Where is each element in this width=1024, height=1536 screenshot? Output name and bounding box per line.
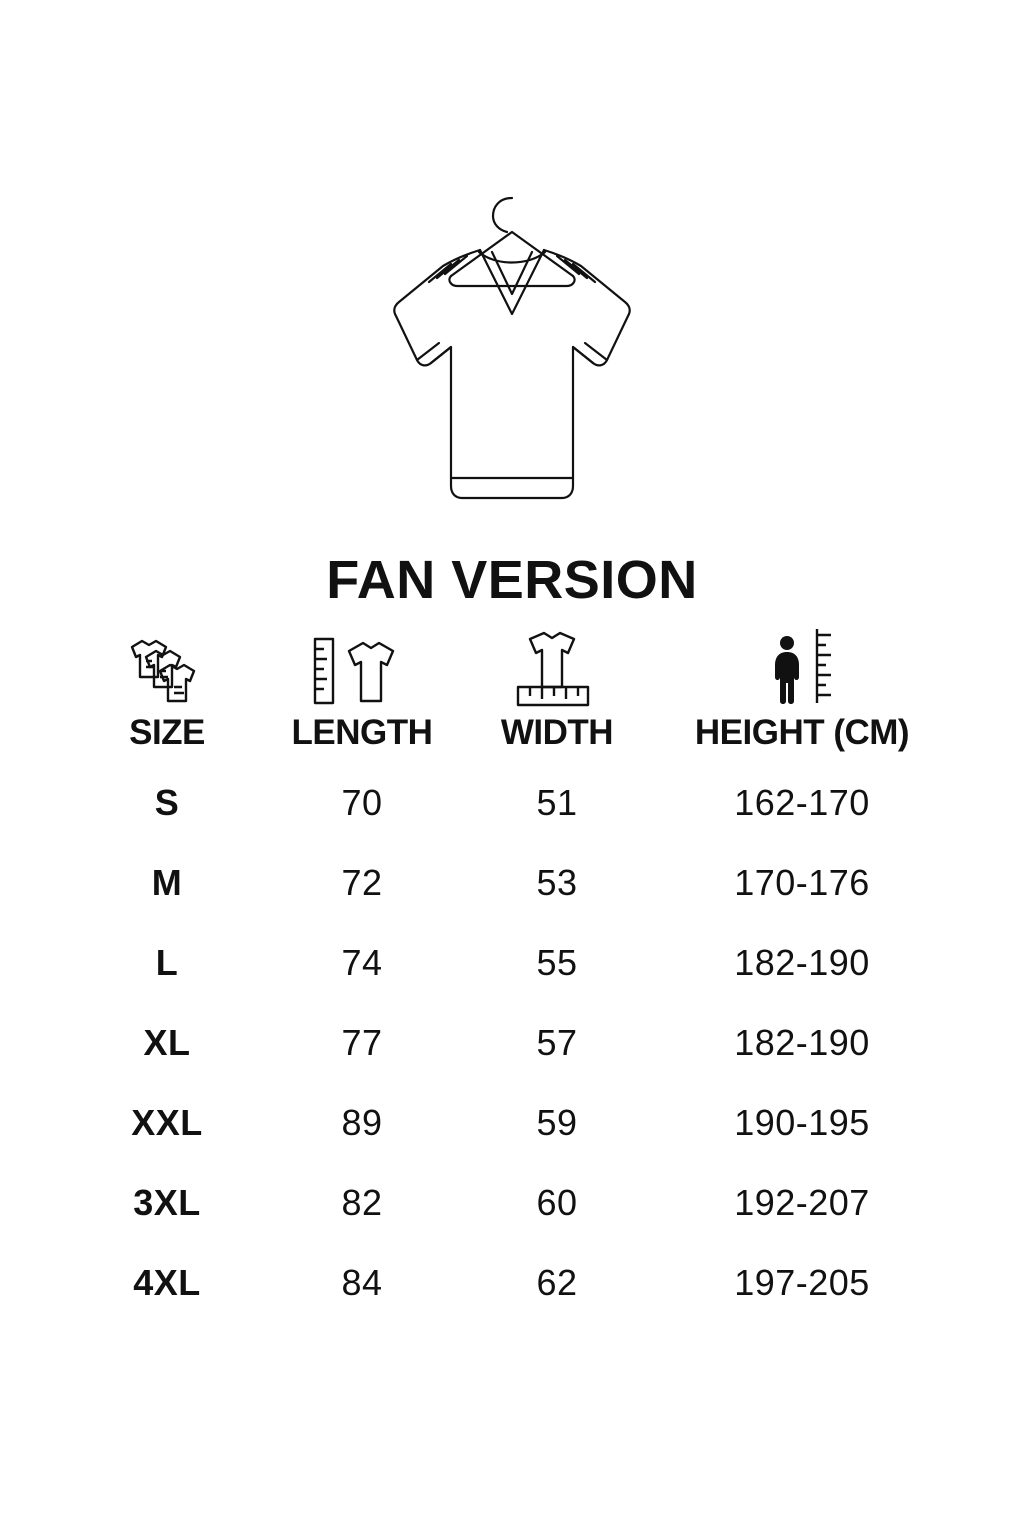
cell-width: 59 [536, 1102, 578, 1143]
person-height-scale-icon [652, 625, 952, 711]
ruler-vertical-shirt-icon [262, 625, 462, 711]
cell-size: 3XL [133, 1182, 201, 1223]
cell-height: 182-190 [734, 1022, 870, 1063]
stacked-shirts-icon [72, 625, 262, 711]
icon-cell-height [652, 621, 952, 711]
cell-height: 182-190 [734, 942, 870, 983]
icon-cell-size [72, 621, 262, 711]
size-chart-table [72, 621, 952, 1323]
cell-size: XL [143, 1022, 191, 1063]
icon-cell-length [262, 621, 462, 711]
cell-width: 60 [536, 1182, 578, 1223]
cell-length: 74 [341, 942, 383, 983]
icon-cell-width [462, 621, 652, 711]
table-row [72, 1163, 952, 1243]
cell-width: 53 [536, 862, 578, 903]
column-header-size: SIZE [129, 713, 205, 752]
cell-height: 192-207 [734, 1182, 870, 1223]
table-header-row [72, 711, 952, 763]
cell-height: 170-176 [734, 862, 870, 903]
cell-width: 55 [536, 942, 578, 983]
cell-length: 70 [341, 782, 383, 823]
cell-size: L [155, 942, 179, 983]
cell-height: 197-205 [734, 1262, 870, 1303]
cell-height: 162-170 [734, 782, 870, 823]
cell-length: 82 [341, 1182, 383, 1223]
cell-size: 4XL [133, 1262, 201, 1303]
cell-length: 84 [341, 1262, 383, 1303]
cell-length: 77 [341, 1022, 383, 1063]
cell-width: 62 [536, 1262, 578, 1303]
column-header-length: LENGTH [291, 713, 433, 752]
table-row [72, 1083, 952, 1163]
v-neck-jersey-illustration [347, 190, 677, 535]
cell-size: S [154, 782, 180, 823]
table-row [72, 1003, 952, 1083]
cell-width: 57 [536, 1022, 578, 1063]
page-title: FAN VERSION [326, 550, 698, 610]
ruler-horizontal-shirt-icon [462, 625, 652, 711]
column-header-height: HEIGHT (CM) [694, 713, 910, 752]
cell-height: 190-195 [734, 1102, 870, 1143]
table-row [72, 923, 952, 1003]
table-row [72, 763, 952, 843]
table-row [72, 1243, 952, 1323]
column-header-width: WIDTH [500, 713, 614, 752]
cell-size: M [151, 862, 183, 903]
cell-width: 51 [536, 782, 578, 823]
icon-row [72, 621, 952, 711]
cell-length: 89 [341, 1102, 383, 1143]
table-row [72, 843, 952, 923]
cell-length: 72 [341, 862, 383, 903]
cell-size: XXL [131, 1102, 203, 1143]
